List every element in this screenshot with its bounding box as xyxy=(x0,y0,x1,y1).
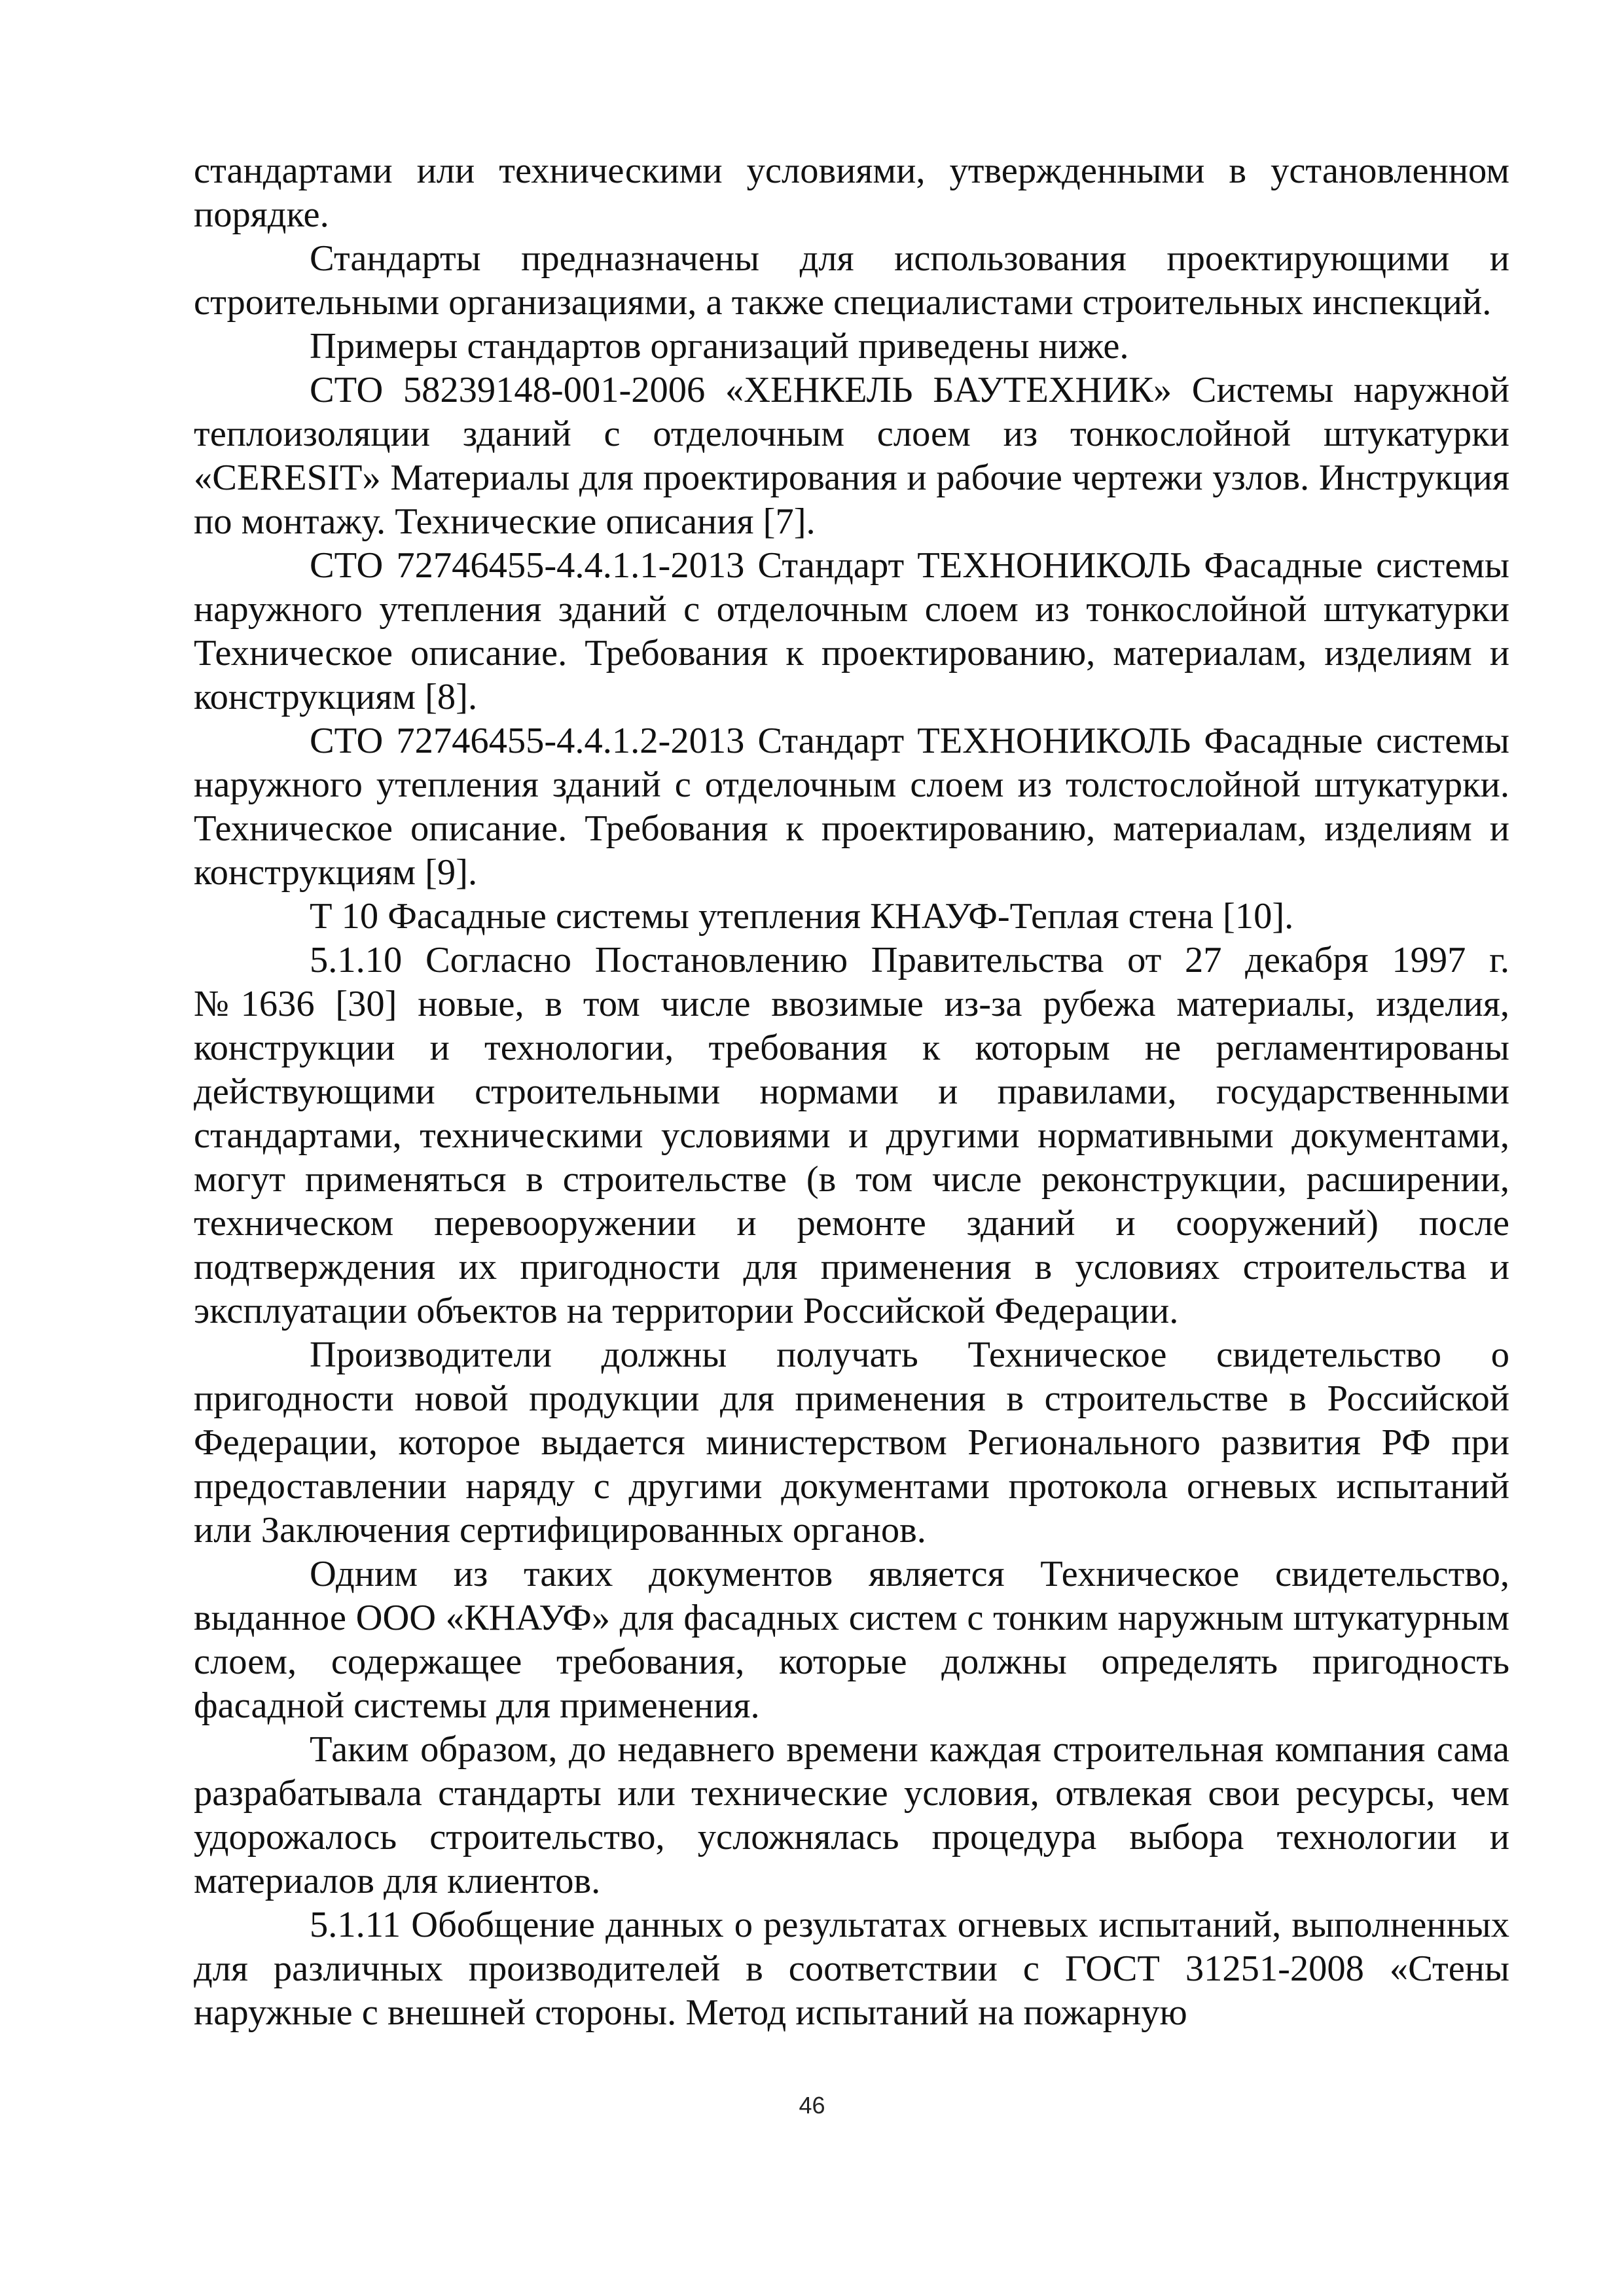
paragraph-manufacturers: Производители должны получать Техническое свидетельство о пригодности новой продукции для применения в строительстве в Российской Федерации, которое выдается министерством Регионального развития РФ при предоставлении наряду с другими документами протокола огневых испытаний или Заключения сертифицированных органов. xyxy=(194,1335,1509,1551)
page-number: 46 xyxy=(799,2092,825,2119)
paragraph-examples-intro: Примеры стандартов организаций приведены ниже. xyxy=(310,326,1129,367)
paragraph-sto-tehnonikol-thick: СТО 72746455-4.4.1.2-2013 Стандарт ТЕХНОНИКОЛЬ Фасадные системы наружного утепления зданий с отделочным слоем из толстослойной штукатурки. Техническое описание. Требования к проектированию, материалам, изделиям и конструкциям [9]. xyxy=(194,721,1509,893)
paragraph-knauf-certificate: Одним из таких документов является Техническое свидетельство, выданное ООО «КНАУФ» для фасадных систем с тонким наружным штукатурным слоем, содержащее требования, которые должны определять пригодность фасадной системы для применения. xyxy=(194,1554,1509,1726)
paragraph-sto-henkel: СТО 58239148-001-2006 «ХЕНКЕЛЬ БАУТЕХНИК» Системы наружной теплоизоляции зданий с отделочным слоем из тонкослойной штукатурки «CERESIT» Материалы для проектирования и рабочие чертежи узлов. Инструкция по монтажу. Технические описания [7]. xyxy=(194,370,1509,542)
paragraph-5-1-11: 5.1.11 Обобщение данных о результатах огневых испытаний, выполненных для различных производителей в соответствии с ГОСТ 31251-2008 «Стены наружные с внешней стороны. Метод испытаний на пожарную xyxy=(194,1905,1509,2033)
paragraph-continuation: стандартами или техническими условиями, утвержденными в установленном порядке. xyxy=(194,151,1509,235)
paragraph-standards-purpose: Стандарты предназначены для использования проектирующими и строительными организациями, а также специалистами строительных инспекций. xyxy=(194,238,1509,323)
paragraph-sto-tehnonikol-thin: СТО 72746455-4.4.1.1-2013 Стандарт ТЕХНОНИКОЛЬ Фасадные системы наружного утепления зданий с отделочным слоем из тонкослойной штукатурки Техническое описание. Требования к проектированию, материалам, изделиям и конструкциям [8]. xyxy=(194,545,1509,717)
paragraph-5-1-10: 5.1.10 Согласно Постановлению Правительства от 27 декабря 1997 г. №1636 [30] новые, в том числе ввозимые из-за рубежа материалы, изделия, конструкции и технологии, требования к которым не регламентированы действующими строительными нормами и правилами, государственными стандартами, техническими условиями и другими нормативными документами, могут применяться в строительстве (в том числе реконструкции, расширении, техническом перевооружении и ремонте зданий и сооружений) после подтверждения их пригодности для применения в условиях строительства и эксплуатации объектов на территории Российской Федерации. xyxy=(194,940,1509,1331)
paragraph-knauf-t10: Т 10 Фасадные системы утепления КНАУФ-Теплая стена [10]. xyxy=(310,896,1294,937)
paragraph-conclusion: Таким образом, до недавнего времени каждая строительная компания сама разрабатывала стандарты или технические условия, отвлекая свои ресурсы, чем удорожалось строительство, усложнялась процедура выбора технологии и материалов для клиентов. xyxy=(194,1729,1509,1901)
document-body xyxy=(194,149,1509,2035)
